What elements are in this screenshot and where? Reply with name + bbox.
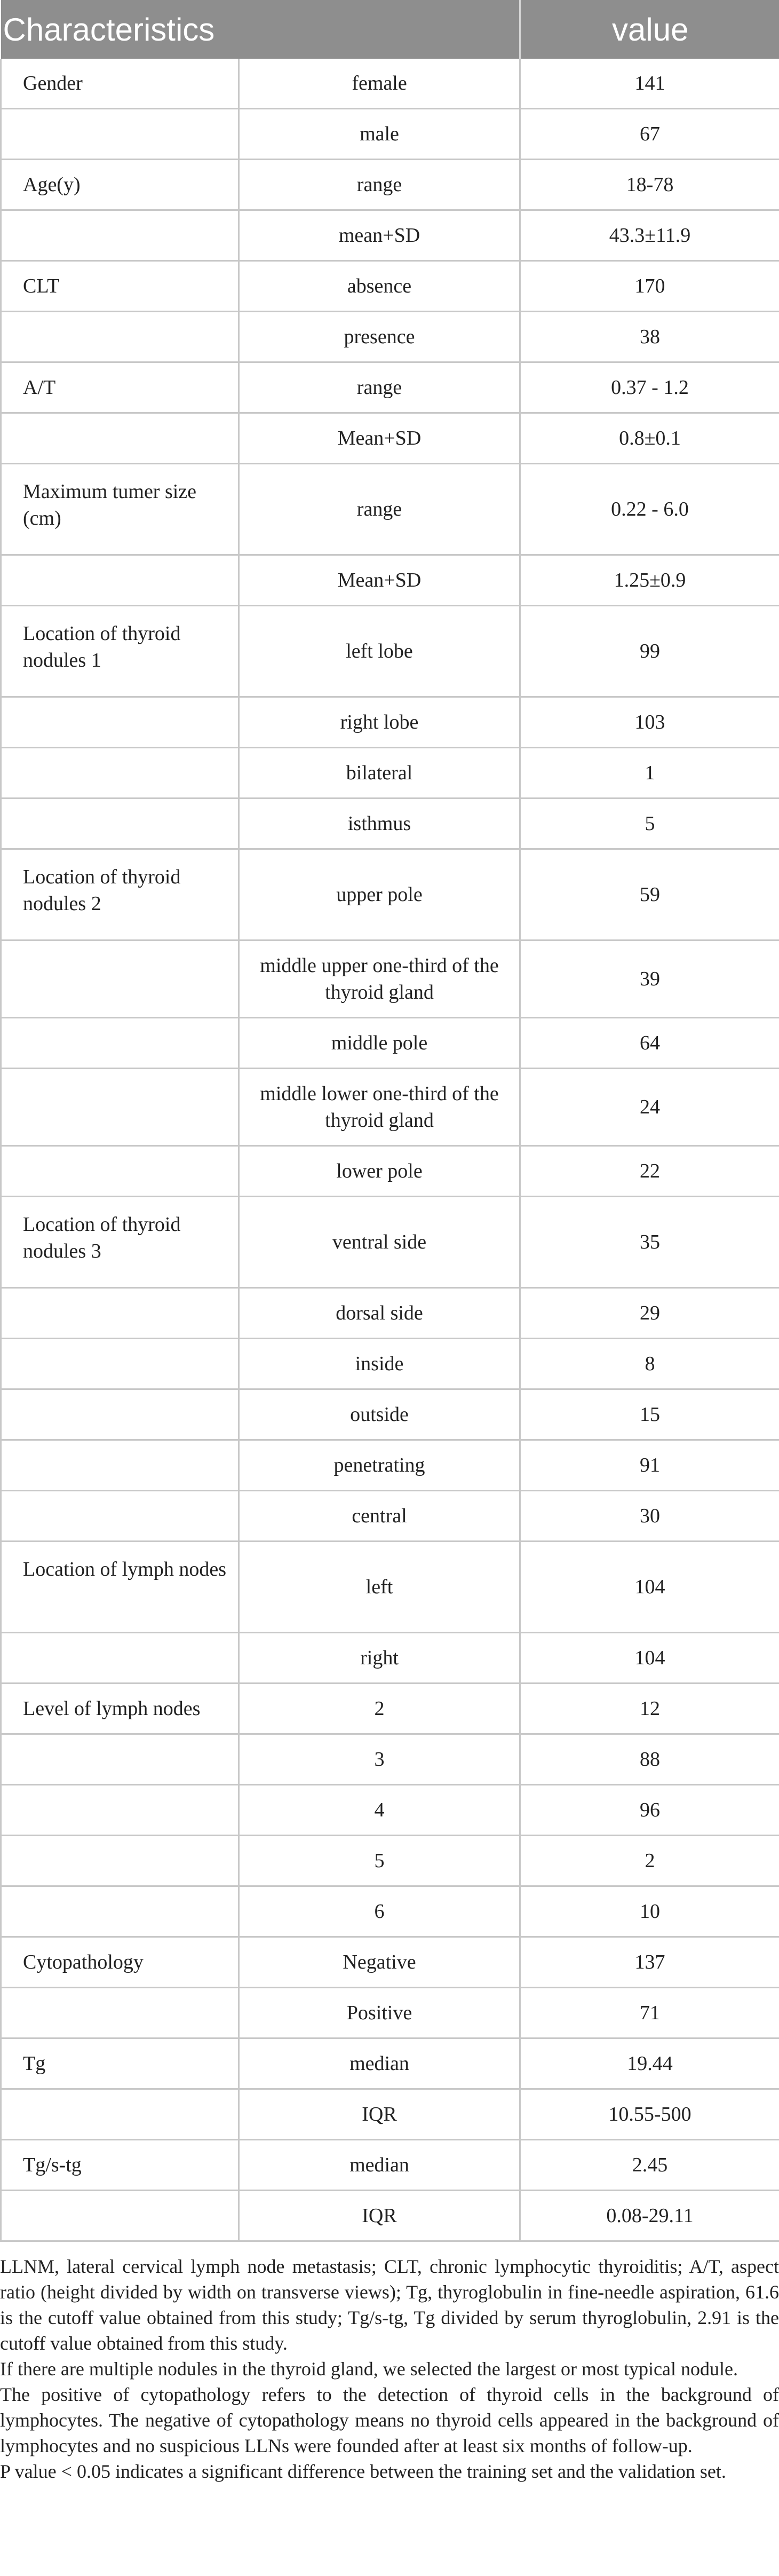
subcategory-cell: middle pole: [239, 1018, 520, 1069]
characteristic-cell: [1, 697, 239, 748]
value-cell: 2.45: [520, 2140, 779, 2191]
value-cell: 39: [520, 941, 779, 1018]
footnote-cytopathology: The positive of cytopathology refers to the detection of thyroid cells in the background of lymphocytes. The negative of cytopathology means no thyroid cells appeared in the background of lymphocytes and no suspicious LLNs were founded after at least six months of follow-up.: [0, 2384, 779, 2456]
table-row: [1, 1389, 779, 1440]
value-cell: 137: [520, 1937, 779, 1988]
table-row: [1, 1146, 779, 1197]
characteristic-cell: Tg/s-tg: [1, 2140, 239, 2191]
value-cell: 71: [520, 1988, 779, 2038]
subcategory-cell: bilateral: [239, 748, 520, 799]
table-row: [1, 697, 779, 748]
characteristic-cell: [1, 109, 239, 160]
subcategory-cell: median: [239, 2038, 520, 2089]
subcategory-cell: mean+SD: [239, 210, 520, 261]
subcategory-cell: IQR: [239, 2089, 520, 2140]
characteristic-cell: [1, 1491, 239, 1542]
characteristic-cell: [1, 2089, 239, 2140]
subcategory-cell: absence: [239, 261, 520, 312]
subcategory-cell: lower pole: [239, 1146, 520, 1197]
subcategory-cell: range: [239, 464, 520, 555]
characteristic-cell: [1, 1339, 239, 1389]
subcategory-cell: range: [239, 362, 520, 413]
characteristic-cell: Tg: [1, 2038, 239, 2089]
value-cell: 5: [520, 799, 779, 849]
table-row: [1, 555, 779, 606]
value-cell: 104: [520, 1542, 779, 1633]
table-row: [1, 748, 779, 799]
table-row: [1, 2038, 779, 2089]
subcategory-cell: IQR: [239, 2191, 520, 2241]
table-row: [1, 1197, 779, 1288]
value-cell: 170: [520, 261, 779, 312]
characteristic-cell: Location of thyroid nodules 2: [1, 849, 239, 941]
table-row: [1, 312, 779, 362]
subcategory-cell: male: [239, 109, 520, 160]
header-characteristics: Characteristics: [1, 0, 520, 59]
table-row: [1, 941, 779, 1018]
value-cell: 24: [520, 1069, 779, 1146]
table-row: [1, 1734, 779, 1785]
value-cell: 8: [520, 1339, 779, 1389]
value-cell: 15: [520, 1389, 779, 1440]
characteristic-cell: [1, 413, 239, 464]
table-row: [1, 1836, 779, 1886]
footnote-multiple-nodules: If there are multiple nodules in the thyroid gland, we selected the largest or most typical nodule.: [0, 2358, 738, 2380]
value-cell: 64: [520, 1018, 779, 1069]
table-row: [1, 210, 779, 261]
table-row: [1, 160, 779, 210]
characteristic-cell: [1, 1633, 239, 1684]
table-row: [1, 362, 779, 413]
value-cell: 91: [520, 1440, 779, 1491]
subcategory-cell: female: [239, 59, 520, 109]
table-row: [1, 2191, 779, 2241]
value-cell: 2: [520, 1836, 779, 1886]
characteristic-cell: Cytopathology: [1, 1937, 239, 1988]
value-cell: 67: [520, 109, 779, 160]
characteristic-cell: Age(y): [1, 160, 239, 210]
characteristic-cell: CLT: [1, 261, 239, 312]
subcategory-cell: Positive: [239, 1988, 520, 2038]
characteristic-cell: Location of lymph nodes: [1, 1542, 239, 1633]
table-row: [1, 464, 779, 555]
table-row: [1, 1542, 779, 1633]
table-row: [1, 606, 779, 697]
subcategory-cell: middle upper one-third of the thyroid gland: [239, 941, 520, 1018]
characteristic-cell: Maximum tumer size (cm): [1, 464, 239, 555]
table-row: [1, 109, 779, 160]
characteristic-cell: Location of thyroid nodules 3: [1, 1197, 239, 1288]
table-footnotes: [0, 2242, 779, 2484]
subcategory-cell: right: [239, 1633, 520, 1684]
subcategory-cell: Negative: [239, 1937, 520, 1988]
value-cell: 10.55-500: [520, 2089, 779, 2140]
characteristic-cell: [1, 1146, 239, 1197]
table-row: [1, 2089, 779, 2140]
characteristic-cell: [1, 312, 239, 362]
subcategory-cell: median: [239, 2140, 520, 2191]
value-cell: 10: [520, 1886, 779, 1937]
value-cell: 99: [520, 606, 779, 697]
subcategory-cell: left: [239, 1542, 520, 1633]
subcategory-cell: isthmus: [239, 799, 520, 849]
subcategory-cell: dorsal side: [239, 1288, 520, 1339]
footnote-abbreviations: LLNM, lateral cervical lymph node metastasis; CLT, chronic lymphocytic thyroiditis; A/T, aspect ratio (height divided by width on transverse views); Tg, thyroglobulin in fine-needle aspiration, 61.6 is the cutoff value obtained from this study; Tg/s-tg, Tg divided by serum thyroglobulin, 2.91 is the cutoff value obtained from this study.: [0, 2256, 779, 2354]
value-cell: 43.3±11.9: [520, 210, 779, 261]
value-cell: 0.8±0.1: [520, 413, 779, 464]
value-cell: 0.08-29.11: [520, 2191, 779, 2241]
header-value: value: [520, 0, 779, 59]
value-cell: 22: [520, 1146, 779, 1197]
subcategory-cell: upper pole: [239, 849, 520, 941]
subcategory-cell: left lobe: [239, 606, 520, 697]
characteristic-cell: [1, 748, 239, 799]
value-cell: 141: [520, 59, 779, 109]
characteristic-cell: [1, 1988, 239, 2038]
characteristic-cell: [1, 1785, 239, 1836]
table-row: [1, 1937, 779, 1988]
subcategory-cell: ventral side: [239, 1197, 520, 1288]
value-cell: 59: [520, 849, 779, 941]
subcategory-cell: right lobe: [239, 697, 520, 748]
characteristic-cell: [1, 1018, 239, 1069]
table-row: [1, 799, 779, 849]
characteristic-cell: [1, 1836, 239, 1886]
table-row: [1, 1491, 779, 1542]
subcategory-cell: penetrating: [239, 1440, 520, 1491]
characteristic-cell: [1, 1069, 239, 1146]
value-cell: 88: [520, 1734, 779, 1785]
value-cell: 18-78: [520, 160, 779, 210]
subcategory-cell: 6: [239, 1886, 520, 1937]
value-cell: 0.22 - 6.0: [520, 464, 779, 555]
table-body: [1, 59, 779, 2241]
footnote-p-value: P value < 0.05 indicates a significant difference between the training set and the validation set.: [0, 2461, 726, 2482]
characteristic-cell: [1, 941, 239, 1018]
characteristic-cell: [1, 210, 239, 261]
characteristic-cell: Level of lymph nodes: [1, 1684, 239, 1734]
value-cell: 0.37 - 1.2: [520, 362, 779, 413]
table-row: [1, 1440, 779, 1491]
table-row: [1, 1886, 779, 1937]
characteristic-cell: [1, 2191, 239, 2241]
characteristic-cell: [1, 1288, 239, 1339]
subcategory-cell: Mean+SD: [239, 555, 520, 606]
value-cell: 1: [520, 748, 779, 799]
table-row: [1, 413, 779, 464]
value-cell: 35: [520, 1197, 779, 1288]
subcategory-cell: presence: [239, 312, 520, 362]
value-cell: 96: [520, 1785, 779, 1836]
table-row: [1, 849, 779, 941]
subcategory-cell: inside: [239, 1339, 520, 1389]
subcategory-cell: outside: [239, 1389, 520, 1440]
characteristic-cell: A/T: [1, 362, 239, 413]
table-row: [1, 1785, 779, 1836]
subcategory-cell: Mean+SD: [239, 413, 520, 464]
characteristic-cell: Gender: [1, 59, 239, 109]
table-row: [1, 1288, 779, 1339]
value-cell: 30: [520, 1491, 779, 1542]
table-row: [1, 1988, 779, 2038]
characteristic-cell: [1, 1389, 239, 1440]
value-cell: 12: [520, 1684, 779, 1734]
subcategory-cell: central: [239, 1491, 520, 1542]
characteristic-cell: [1, 1440, 239, 1491]
value-cell: 29: [520, 1288, 779, 1339]
value-cell: 38: [520, 312, 779, 362]
characteristic-cell: [1, 1886, 239, 1937]
table-row: [1, 1633, 779, 1684]
table-row: [1, 1069, 779, 1146]
subcategory-cell: middle lower one-third of the thyroid gland: [239, 1069, 520, 1146]
subcategory-cell: 5: [239, 1836, 520, 1886]
table-row: [1, 1339, 779, 1389]
value-cell: 103: [520, 697, 779, 748]
subcategory-cell: 4: [239, 1785, 520, 1836]
table-row: [1, 261, 779, 312]
table-row: [1, 1018, 779, 1069]
value-cell: 104: [520, 1633, 779, 1684]
table-row: [1, 59, 779, 109]
table-row: [1, 2140, 779, 2191]
table-row: [1, 1684, 779, 1734]
characteristic-cell: Location of thyroid nodules 1: [1, 606, 239, 697]
value-cell: 19.44: [520, 2038, 779, 2089]
table-header-row: [1, 0, 779, 59]
subcategory-cell: range: [239, 160, 520, 210]
subcategory-cell: 3: [239, 1734, 520, 1785]
characteristic-cell: [1, 799, 239, 849]
characteristic-cell: [1, 555, 239, 606]
subcategory-cell: 2: [239, 1684, 520, 1734]
value-cell: 1.25±0.9: [520, 555, 779, 606]
characteristic-cell: [1, 1734, 239, 1785]
